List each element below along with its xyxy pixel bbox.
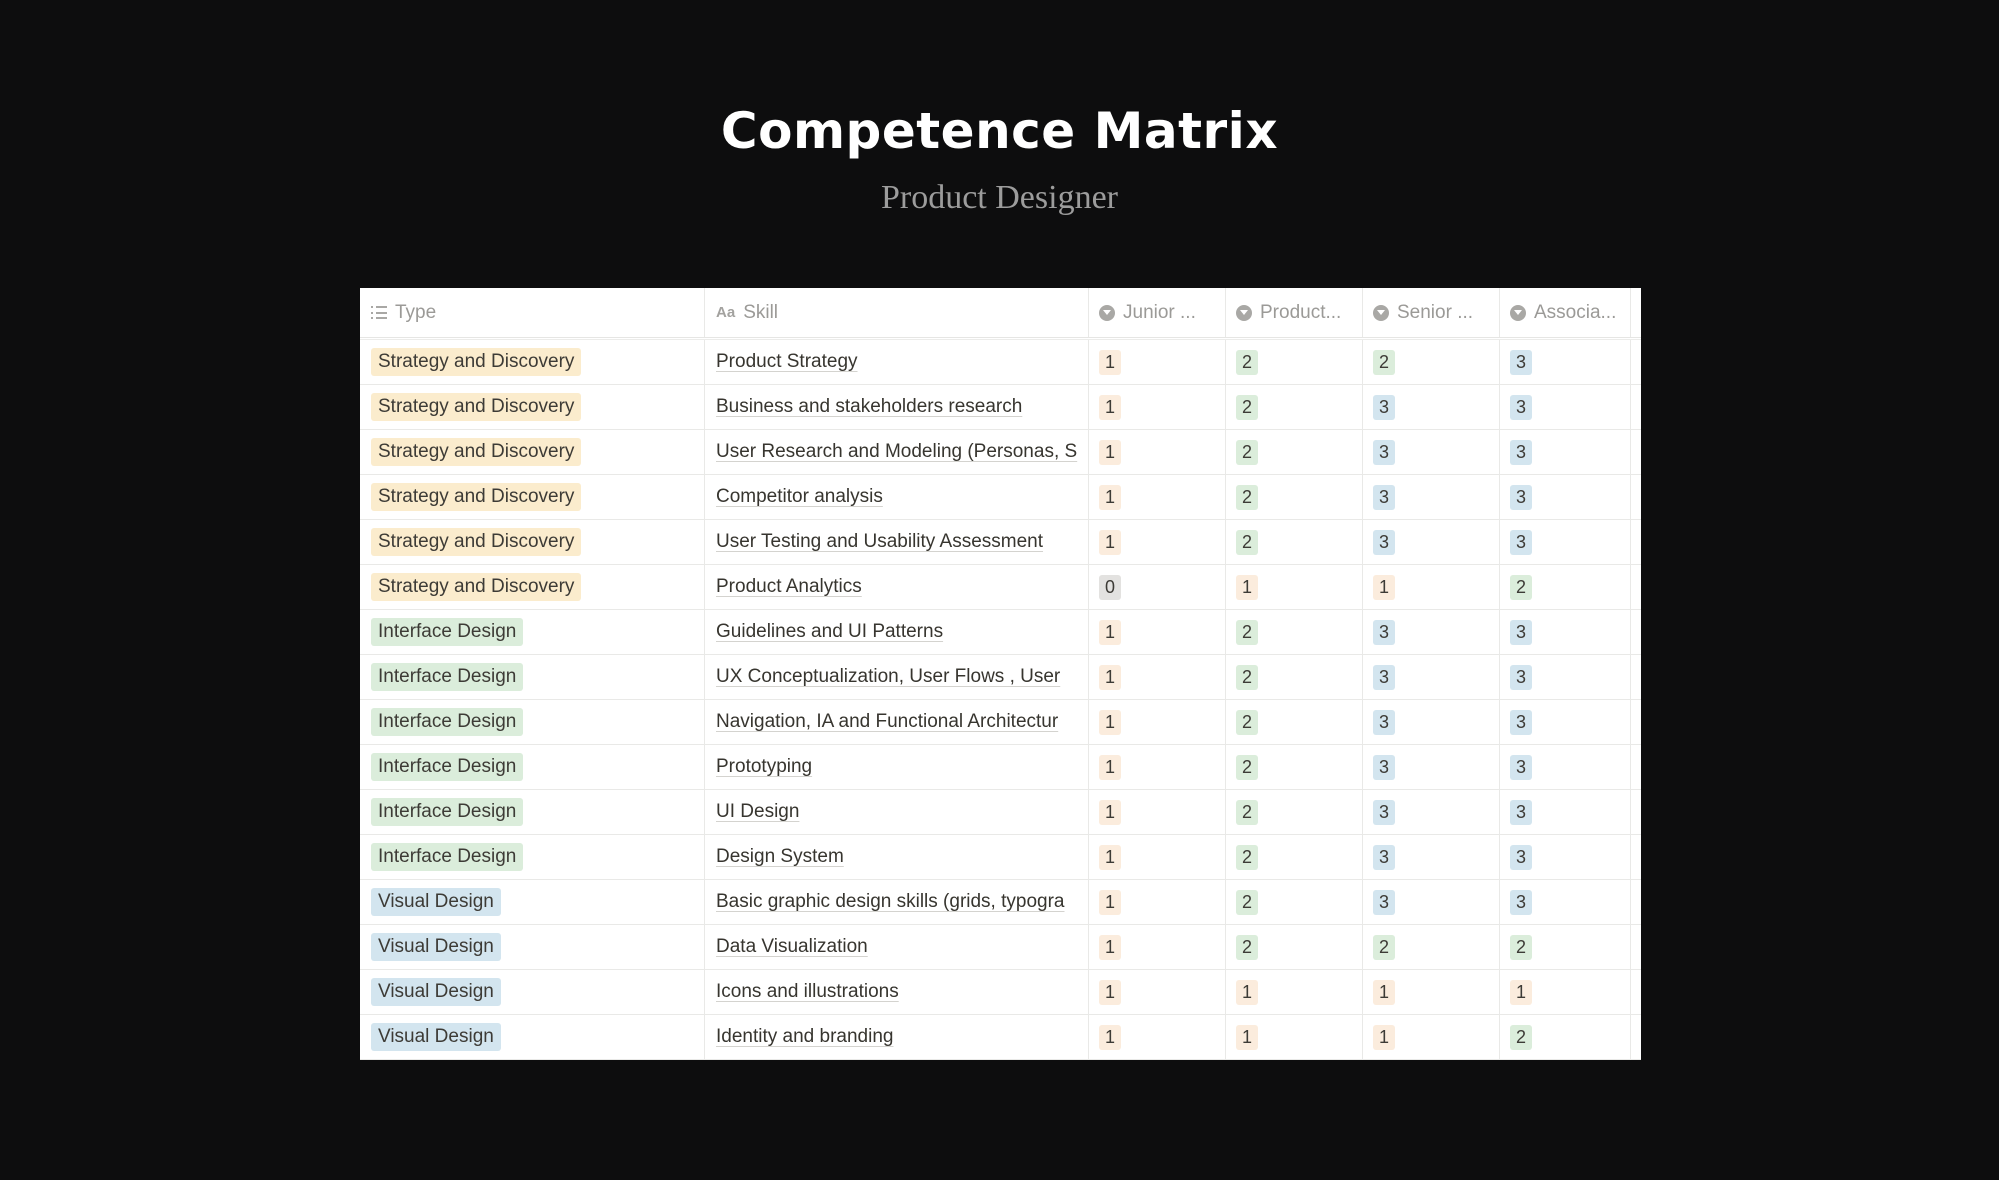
table-row[interactable] [360, 790, 1641, 835]
skill-cell[interactable] [705, 745, 1089, 789]
level-cell-product[interactable] [1226, 880, 1363, 924]
text-property-icon: Aa [716, 304, 736, 321]
type-tag: Interface Design [371, 753, 523, 781]
type-cell[interactable] [360, 700, 705, 744]
level-cell-senior[interactable] [1363, 610, 1500, 654]
skill-cell[interactable] [705, 700, 1089, 744]
level-cell-senior[interactable] [1363, 925, 1500, 969]
level-badge: 1 [1099, 935, 1121, 960]
column-header-type[interactable] [360, 288, 705, 337]
level-cell-senior[interactable] [1363, 790, 1500, 834]
level-cell-junior[interactable] [1089, 790, 1226, 834]
level-cell-associate[interactable] [1500, 655, 1631, 699]
level-cell-product[interactable] [1226, 385, 1363, 429]
table-row[interactable] [360, 385, 1641, 430]
skill-cell[interactable] [705, 655, 1089, 699]
table-row[interactable] [360, 430, 1641, 475]
type-cell[interactable] [360, 790, 705, 834]
skill-cell[interactable] [705, 430, 1089, 474]
level-badge: 3 [1510, 530, 1532, 555]
level-badge: 3 [1510, 440, 1532, 465]
level-cell-senior[interactable] [1363, 655, 1500, 699]
type-cell[interactable] [360, 385, 705, 429]
level-badge: 2 [1236, 485, 1258, 510]
type-cell[interactable] [360, 835, 705, 879]
level-badge: 3 [1510, 755, 1532, 780]
level-badge: 1 [1236, 980, 1258, 1005]
level-badge: 3 [1373, 395, 1395, 420]
level-badge: 2 [1236, 350, 1258, 375]
level-cell-product[interactable] [1226, 1015, 1363, 1059]
level-badge: 2 [1373, 350, 1395, 375]
skill-title[interactable]: Product Analytics [716, 576, 862, 597]
level-cell-senior[interactable] [1363, 700, 1500, 744]
level-badge: 3 [1373, 890, 1395, 915]
level-cell-product[interactable] [1226, 970, 1363, 1014]
level-badge: 2 [1510, 1025, 1532, 1050]
level-cell-senior[interactable] [1363, 385, 1500, 429]
level-badge: 3 [1373, 665, 1395, 690]
table-row[interactable] [360, 565, 1641, 610]
type-tag: Visual Design [371, 978, 501, 1006]
level-badge: 3 [1510, 485, 1532, 510]
level-badge: 1 [1099, 440, 1121, 465]
type-cell[interactable] [360, 475, 705, 519]
level-cell-senior[interactable] [1363, 340, 1500, 384]
level-badge: 1 [1510, 980, 1532, 1005]
column-header-skill[interactable] [705, 288, 1089, 337]
skill-cell[interactable] [705, 1015, 1089, 1059]
type-cell[interactable] [360, 880, 705, 924]
level-cell-associate[interactable] [1500, 700, 1631, 744]
level-cell-associate[interactable] [1500, 790, 1631, 834]
level-cell-product[interactable] [1226, 475, 1363, 519]
level-cell-senior[interactable] [1363, 475, 1500, 519]
table-row[interactable] [360, 340, 1641, 385]
skill-title[interactable]: UX Conceptualization, User Flows , User [716, 666, 1061, 687]
skill-title[interactable]: Product Strategy [716, 351, 858, 372]
level-cell-junior[interactable] [1089, 745, 1226, 789]
level-badge: 1 [1099, 845, 1121, 870]
type-cell[interactable] [360, 610, 705, 654]
level-cell-junior[interactable] [1089, 925, 1226, 969]
level-badge: 3 [1373, 485, 1395, 510]
column-header-label: Skill [743, 301, 779, 323]
level-cell-associate[interactable] [1500, 1015, 1631, 1059]
table-row[interactable] [360, 655, 1641, 700]
level-cell-junior[interactable] [1089, 385, 1226, 429]
level-badge: 3 [1510, 710, 1532, 735]
level-cell-product[interactable] [1226, 340, 1363, 384]
type-cell[interactable] [360, 520, 705, 564]
skill-title[interactable]: Icons and illustrations [716, 981, 899, 1002]
level-badge: 3 [1373, 620, 1395, 645]
level-cell-product[interactable] [1226, 745, 1363, 789]
level-badge: 1 [1099, 395, 1121, 420]
level-cell-associate[interactable] [1500, 565, 1631, 609]
table-row[interactable] [360, 610, 1641, 655]
skill-title[interactable]: Design System [716, 846, 844, 867]
table-header [360, 288, 1641, 338]
select-icon [1099, 305, 1115, 321]
level-badge: 1 [1373, 1025, 1395, 1050]
skill-title[interactable]: Guidelines and UI Patterns [716, 621, 944, 642]
type-tag: Visual Design [371, 933, 501, 961]
level-cell-product[interactable] [1226, 520, 1363, 564]
skill-title[interactable]: Competitor analysis [716, 486, 883, 507]
type-cell[interactable] [360, 925, 705, 969]
skill-title[interactable]: User Testing and Usability Assessment [716, 531, 1044, 552]
table-body [360, 340, 1641, 1060]
level-badge: 3 [1510, 620, 1532, 645]
level-badge: 2 [1236, 395, 1258, 420]
type-cell[interactable] [360, 565, 705, 609]
level-cell-junior[interactable] [1089, 565, 1226, 609]
skill-title[interactable]: Basic graphic design skills (grids, typogra [716, 891, 1065, 912]
level-cell-junior[interactable] [1089, 475, 1226, 519]
level-cell-associate[interactable] [1500, 430, 1631, 474]
skill-cell[interactable] [705, 565, 1089, 609]
column-header-label: Type [395, 301, 437, 323]
level-badge: 3 [1373, 440, 1395, 465]
skill-cell[interactable] [705, 520, 1089, 564]
level-badge: 1 [1099, 710, 1121, 735]
table-row[interactable] [360, 970, 1641, 1015]
level-badge: 2 [1510, 575, 1532, 600]
level-badge: 2 [1236, 620, 1258, 645]
level-badge: 3 [1510, 350, 1532, 375]
level-cell-associate[interactable] [1500, 745, 1631, 789]
type-tag: Strategy and Discovery [371, 528, 581, 556]
level-badge: 1 [1373, 980, 1395, 1005]
type-cell[interactable] [360, 340, 705, 384]
type-cell[interactable] [360, 655, 705, 699]
level-cell-senior[interactable] [1363, 520, 1500, 564]
type-tag: Strategy and Discovery [371, 483, 581, 511]
type-cell[interactable] [360, 430, 705, 474]
skill-cell[interactable] [705, 385, 1089, 429]
level-badge: 2 [1236, 440, 1258, 465]
type-tag: Strategy and Discovery [371, 438, 581, 466]
level-badge: 1 [1099, 620, 1121, 645]
type-tag: Interface Design [371, 618, 523, 646]
column-header-label: Associa... [1534, 301, 1617, 323]
table-row[interactable] [360, 1015, 1641, 1060]
skill-title[interactable]: UI Design [716, 801, 800, 822]
level-cell-senior[interactable] [1363, 430, 1500, 474]
level-cell-junior[interactable] [1089, 835, 1226, 879]
competence-table [360, 288, 1641, 1060]
level-badge: 2 [1236, 755, 1258, 780]
type-cell[interactable] [360, 745, 705, 789]
level-badge: 3 [1510, 665, 1532, 690]
level-badge: 2 [1236, 845, 1258, 870]
select-icon [1236, 305, 1252, 321]
level-cell-junior[interactable] [1089, 430, 1226, 474]
level-cell-associate[interactable] [1500, 385, 1631, 429]
level-badge: 2 [1236, 800, 1258, 825]
skill-title[interactable]: User Research and Modeling (Personas, S [716, 441, 1078, 462]
level-badge: 1 [1099, 1025, 1121, 1050]
level-badge: 2 [1236, 935, 1258, 960]
select-icon [1510, 305, 1526, 321]
level-badge: 1 [1099, 890, 1121, 915]
type-tag: Visual Design [371, 888, 501, 916]
level-cell-senior[interactable] [1363, 1015, 1500, 1059]
skill-title[interactable]: Business and stakeholders research [716, 396, 1023, 417]
level-badge: 1 [1099, 665, 1121, 690]
skill-title[interactable]: Navigation, IA and Functional Architectur [716, 711, 1059, 732]
skill-cell[interactable] [705, 475, 1089, 519]
level-cell-product[interactable] [1226, 790, 1363, 834]
level-badge: 3 [1510, 890, 1532, 915]
level-badge: 1 [1236, 1025, 1258, 1050]
level-cell-junior[interactable] [1089, 970, 1226, 1014]
type-tag: Strategy and Discovery [371, 348, 581, 376]
skill-title[interactable]: Identity and branding [716, 1026, 894, 1047]
level-cell-junior[interactable] [1089, 340, 1226, 384]
column-header-label: Product... [1260, 301, 1342, 323]
level-badge: 3 [1510, 395, 1532, 420]
column-header-senior[interactable] [1363, 288, 1500, 337]
type-tag: Visual Design [371, 1023, 501, 1051]
column-header-junior[interactable] [1089, 288, 1226, 337]
level-cell-associate[interactable] [1500, 340, 1631, 384]
type-tag: Interface Design [371, 663, 523, 691]
level-badge: 3 [1373, 845, 1395, 870]
level-cell-associate[interactable] [1500, 610, 1631, 654]
level-badge: 3 [1510, 800, 1532, 825]
level-cell-associate[interactable] [1500, 925, 1631, 969]
level-cell-senior[interactable] [1363, 970, 1500, 1014]
type-cell[interactable] [360, 1015, 705, 1059]
skill-title[interactable]: Prototyping [716, 756, 813, 777]
select-icon [1373, 305, 1389, 321]
skill-cell[interactable] [705, 880, 1089, 924]
type-cell[interactable] [360, 970, 705, 1014]
level-cell-associate[interactable] [1500, 520, 1631, 564]
level-cell-senior[interactable] [1363, 745, 1500, 789]
table-row[interactable] [360, 700, 1641, 745]
table-row[interactable] [360, 475, 1641, 520]
level-badge: 1 [1099, 485, 1121, 510]
level-badge: 1 [1099, 980, 1121, 1005]
level-badge: 1 [1099, 350, 1121, 375]
type-tag: Interface Design [371, 843, 523, 871]
level-badge: 2 [1510, 935, 1532, 960]
skill-title[interactable]: Data Visualization [716, 936, 868, 957]
skill-cell[interactable] [705, 340, 1089, 384]
level-cell-junior[interactable] [1089, 610, 1226, 654]
level-badge: 1 [1099, 800, 1121, 825]
column-header-label: Senior ... [1397, 301, 1474, 323]
level-cell-junior[interactable] [1089, 1015, 1226, 1059]
type-tag: Interface Design [371, 708, 523, 736]
level-badge: 3 [1510, 845, 1532, 870]
level-cell-product[interactable] [1226, 610, 1363, 654]
level-cell-senior[interactable] [1363, 835, 1500, 879]
level-cell-associate[interactable] [1500, 835, 1631, 879]
level-cell-product[interactable] [1226, 700, 1363, 744]
level-badge: 2 [1236, 890, 1258, 915]
level-badge: 0 [1099, 575, 1121, 600]
level-badge: 1 [1099, 755, 1121, 780]
skill-cell[interactable] [705, 610, 1089, 654]
list-icon [371, 306, 387, 319]
level-cell-senior[interactable] [1363, 565, 1500, 609]
level-cell-junior[interactable] [1089, 700, 1226, 744]
skill-cell[interactable] [705, 925, 1089, 969]
table-row[interactable] [360, 925, 1641, 970]
level-cell-product[interactable] [1226, 925, 1363, 969]
skill-cell[interactable] [705, 835, 1089, 879]
level-badge: 1 [1373, 575, 1395, 600]
page-title: Competence Matrix [720, 102, 1279, 160]
level-cell-product[interactable] [1226, 430, 1363, 474]
column-header-product[interactable] [1226, 288, 1363, 337]
level-badge: 2 [1236, 665, 1258, 690]
column-header-associate[interactable] [1500, 288, 1631, 337]
level-badge: 2 [1373, 935, 1395, 960]
level-cell-junior[interactable] [1089, 880, 1226, 924]
level-cell-associate[interactable] [1500, 880, 1631, 924]
type-tag: Strategy and Discovery [371, 393, 581, 421]
level-cell-senior[interactable] [1363, 880, 1500, 924]
column-header-label: Junior ... [1123, 301, 1196, 323]
level-cell-junior[interactable] [1089, 655, 1226, 699]
level-badge: 3 [1373, 800, 1395, 825]
level-badge: 3 [1373, 710, 1395, 735]
type-tag: Interface Design [371, 798, 523, 826]
level-badge: 2 [1236, 710, 1258, 735]
page-subtitle: Product Designer [880, 179, 1118, 216]
level-badge: 1 [1236, 575, 1258, 600]
table-row[interactable] [360, 835, 1641, 880]
level-cell-associate[interactable] [1500, 475, 1631, 519]
level-cell-associate[interactable] [1500, 970, 1631, 1014]
skill-cell[interactable] [705, 790, 1089, 834]
level-badge: 2 [1236, 530, 1258, 555]
level-cell-product[interactable] [1226, 565, 1363, 609]
table-row[interactable] [360, 880, 1641, 925]
table-row[interactable] [360, 520, 1641, 565]
level-badge: 3 [1373, 530, 1395, 555]
table-row[interactable] [360, 745, 1641, 790]
level-badge: 1 [1099, 530, 1121, 555]
level-badge: 3 [1373, 755, 1395, 780]
level-cell-product[interactable] [1226, 835, 1363, 879]
skill-cell[interactable] [705, 970, 1089, 1014]
type-tag: Strategy and Discovery [371, 573, 581, 601]
level-cell-product[interactable] [1226, 655, 1363, 699]
level-cell-junior[interactable] [1089, 520, 1226, 564]
